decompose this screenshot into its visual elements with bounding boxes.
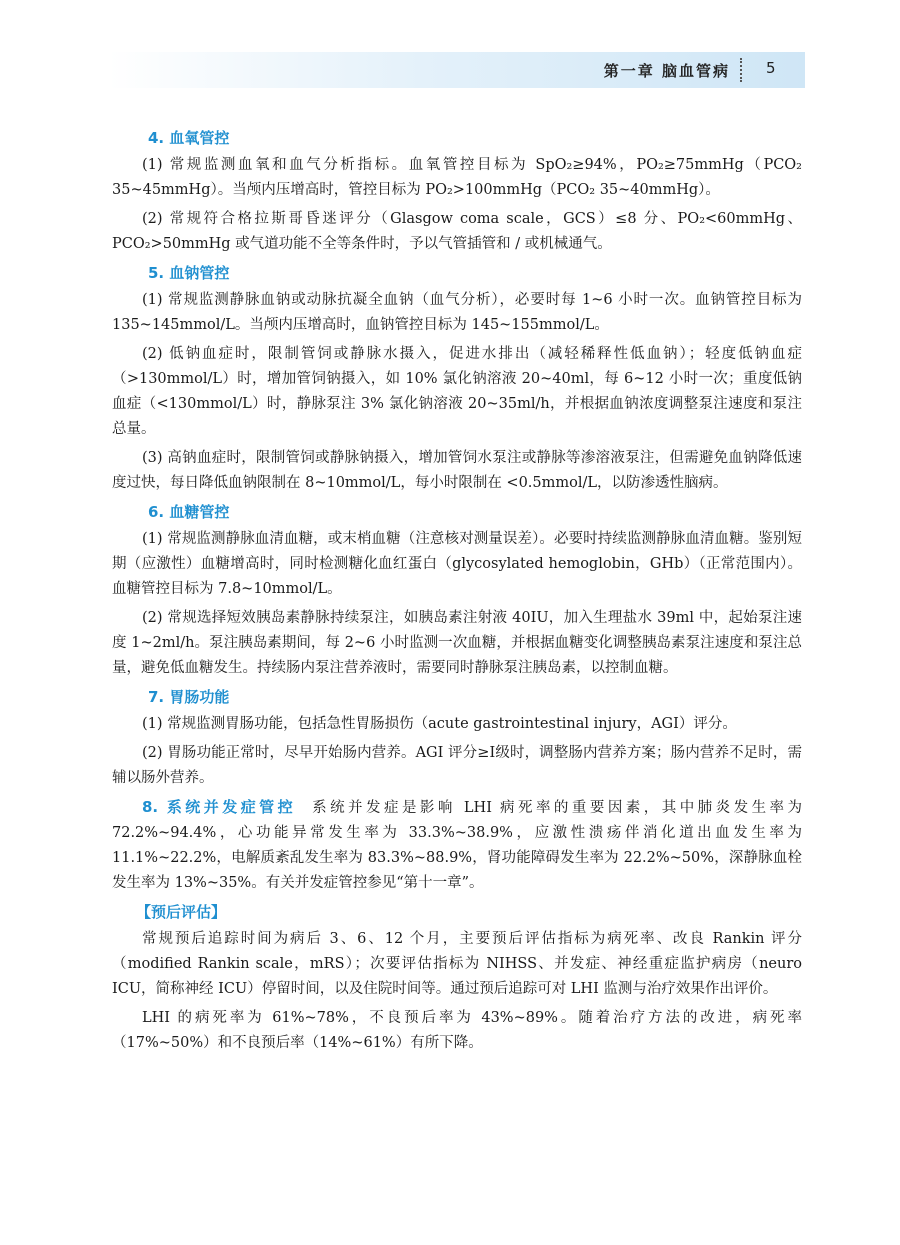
page-content (112, 124, 802, 1060)
paragraph: 常规预后追踪时间为病后 3、6、12 个月，主要预后评估指标为病死率、改良 Rankin 评分（modified Rankin scale，mRS）；次要评估指标为 NIHSS、并发症、神经重症监护病房（neuro ICU，简称神经 ICU）停留时间，以及住院时间等。通过预后追踪可对 LHI 监测与治疗效果作出评价。 (112, 931, 802, 997)
paragraph: (2) 低钠血症时，限制管饲或静脉水摄入，促进水排出（减轻稀释性低血钠）；轻度低钠血症（>130mmol/L）时，增加管饲钠摄入，如 10% 氯化钠溶液 20~40ml，每 6~12 小时一次；重度低钠血症（<130mmol/L）时，静脉泵注 3% 氯化钠溶液 20~35ml/h，并根据血钠浓度调整泵注速度和泵注总量。 (112, 346, 802, 437)
paragraph: (1) 常规监测静脉血清血糖，或末梢血糖（注意核对测量误差）。必要时持续监测静脉血清血糖。鉴别短期（应激性）血糖增高时，同时检测糖化血红蛋白（glycosylated hemoglobin，GHb）（正常范围内）。血糖管控目标为 7.8~10mmol/L。 (112, 531, 802, 597)
section-heading-gastrointestinal: 7. 胃肠功能 (148, 688, 230, 706)
section-heading-blood-oxygen: 4. 血氧管控 (148, 129, 230, 147)
paragraph-text: 系统并发症是影响 LHI 病死率的重要因素，其中肺炎发生率为 72.2%~94.4%，心功能异常发生率为 33.3%~38.9%，应激性溃疡伴消化道出血发生率为 11.1%~22.2%，电解质紊乱发生率为 83.3%~88.9%，肾功能障碍发生率为 22.2%~50%，深静脉血栓发生率为 13%~35%。有关并发症管控参见“第十一章”。 (112, 800, 803, 891)
section-systemic-complications (112, 795, 802, 896)
paragraph: (1) 常规监测胃肠功能，包括急性胃肠损伤（acute gastrointestinal injury，AGI）评分。 (142, 716, 737, 732)
paragraph: (1) 常规监测血氧和血气分析指标。血氧管控目标为 SpO₂≥94%，PO₂≥75mmHg（PCO₂ 35~45mmHg）。当颅内压增高时，管控目标为 PO₂>100mmHg（PCO₂ 35~40mmHg）。 (112, 157, 802, 198)
paragraph: (3) 高钠血症时，限制管饲或静脉钠摄入，增加管饲水泵注或静脉等渗溶液泵注，但需避免血钠降低速度过快，每日降低血钠限制在 8~10mmol/L，每小时限制在 <0.5mmol/L，以防渗透性脑病。 (112, 450, 802, 491)
header-separator (740, 58, 742, 82)
paragraph: LHI 的病死率为 61%~78%，不良预后率为 43%~89%。随着治疗方法的改进，病死率（17%~50%）和不良预后率（14%~61%）有所下降。 (112, 1010, 802, 1051)
chapter-title: 第一章 脑血管病 (603, 62, 730, 80)
paragraph: (2) 常规选择短效胰岛素静脉持续泵注，如胰岛素注射液 40IU，加入生理盐水 39ml 中，起始泵注速度 1~2ml/h。泵注胰岛素期间，每 2~6 小时监测一次血糖，并根据血糖变化调整胰岛素泵注速度和泵注总量，避免低血糖发生。持续肠内泵注营养液时，需要同时静脉泵注胰岛素，以控制血糖。 (112, 610, 802, 676)
section-heading-blood-glucose: 6. 血糖管控 (148, 503, 230, 521)
paragraph: (2) 常规符合格拉斯哥昏迷评分（Glasgow coma scale，GCS）≤8 分、PO₂<60mmHg、PCO₂>50mmHg 或气道功能不全等条件时，予以气管插管和 / 或机械通气。 (112, 211, 802, 252)
section-heading-blood-sodium: 5. 血钠管控 (148, 264, 230, 282)
paragraph: (1) 常规监测静脉血钠或动脉抗凝全血钠（血气分析），必要时每 1~6 小时一次。血钠管控目标为 135~145mmol/L。当颅内压增高时，血钠管控目标为 145~155mmol/L。 (112, 292, 802, 333)
section-heading-prognosis: 【预后评估】 (136, 903, 227, 921)
section-heading-systemic-complications: 8. 系统并发症管控 (142, 798, 297, 816)
paragraph: (2) 胃肠功能正常时，尽早开始肠内营养。AGI 评分≥Ⅰ级时，调整肠内营养方案；肠内营养不足时，需辅以肠外营养。 (112, 745, 802, 786)
page-number: 5 (766, 59, 776, 77)
